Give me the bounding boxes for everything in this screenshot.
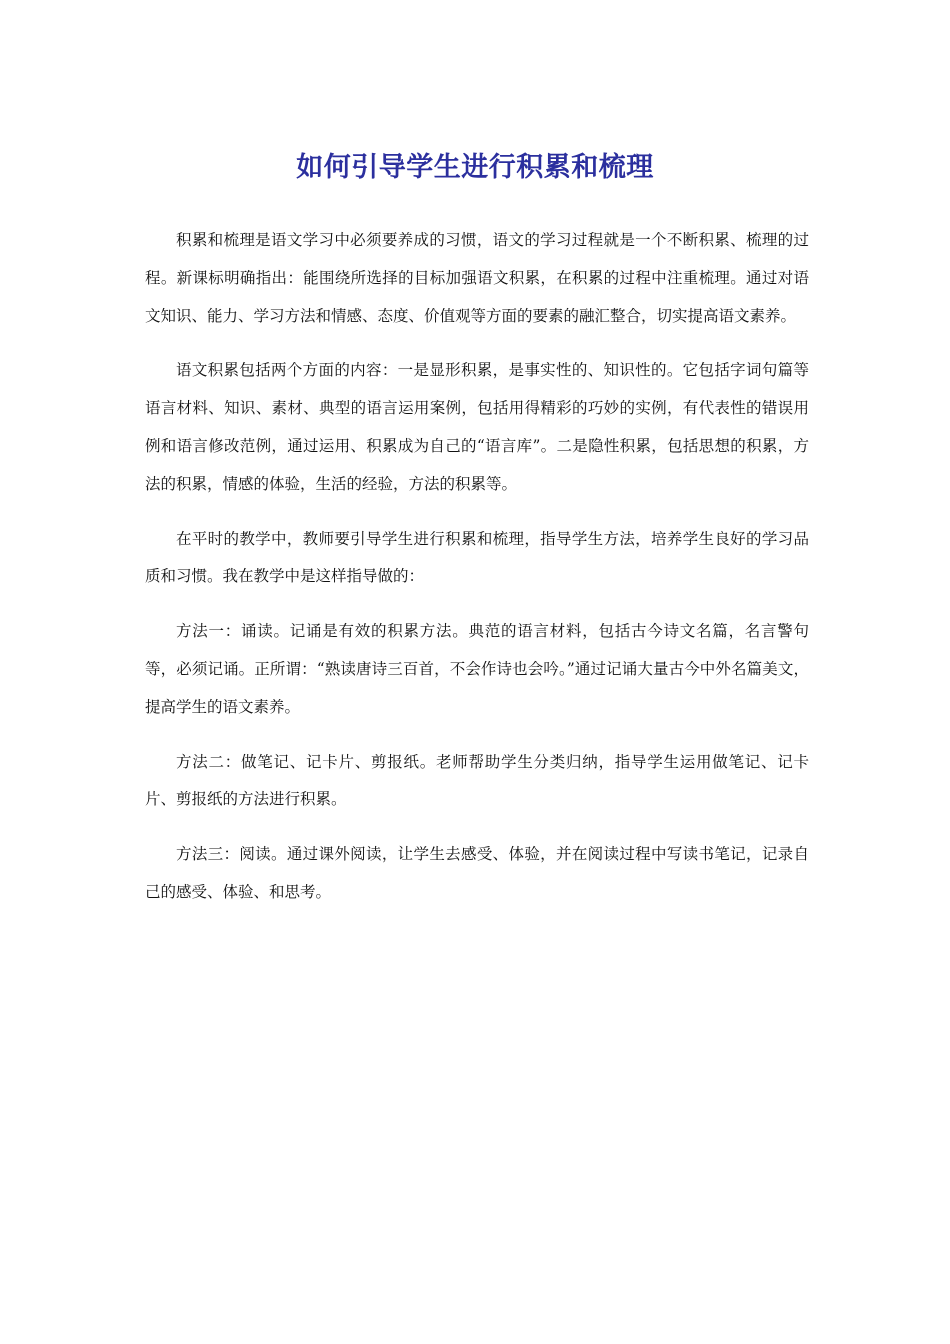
paragraph-method-one: 方法一：诵读。记诵是有效的积累方法。典范的语言材料，包括古今诗文名篇，名言警句等，必须记诵。正所谓：“熟读唐诗三百首，不会作诗也会吟。”通过记诵大量古今中外名篇美文，提高学生的语文素养。	[145, 622, 809, 716]
page-title: 如何引导学生进行积累和梳理	[296, 152, 654, 183]
paragraph-teaching-practice: 在平时的教学中，教师要引导学生进行积累和梳理，指导学生方法，培养学生良好的学习品质和习惯。我在教学中是这样指导做的：	[145, 529, 809, 586]
paragraph-intro: 积累和梳理是语文学习中必须要养成的习惯，语文的学习过程就是一个不断积累、梳理的过程。新课标明确指出：能围绕所选择的目标加强语文积累，在积累的过程中注重梳理。通过对语文知识、能力、学习方法和情感、态度、价值观等方面的要素的融汇整合，切实提高语文素养。	[145, 231, 809, 325]
document-body	[145, 222, 809, 929]
paragraph-method-three: 方法三：阅读。通过课外阅读，让学生去感受、体验，并在阅读过程中写读书笔记，记录自己的感受、体验、和思考。	[145, 845, 809, 901]
paragraph-accumulation-types: 语文积累包括两个方面的内容：一是显形积累，是事实性的、知识性的。它包括字词句篇等语言材料、知识、素材、典型的语言运用案例，包括用得精彩的巧妙的实例，有代表性的错误用例和语言修改范例，通过运用、积累成为自己的“语言库”。二是隐性积累，包括思想的积累，方法的积累，情感的体验，生活的经验，方法的积累等。	[145, 361, 809, 493]
paragraph-method-two: 方法二：做笔记、记卡片、剪报纸。老师帮助学生分类归纳，指导学生运用做笔记、记卡片、剪报纸的方法进行积累。	[145, 752, 809, 809]
